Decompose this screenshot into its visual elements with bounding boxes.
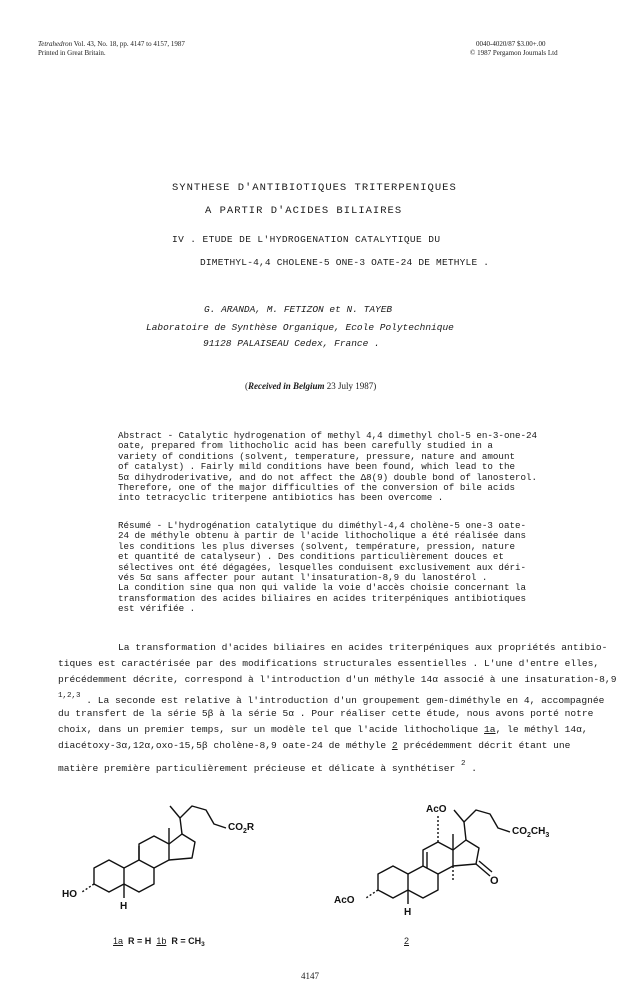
resume-line: transformation des acides biliaires en acides triterpéniques antibiotiques <box>118 592 526 604</box>
structure-1-drawing <box>60 784 270 934</box>
co2r-label: $CO_2R$ <box>228 822 255 835</box>
aco-label: AcO <box>334 895 355 906</box>
structure-2-drawing <box>330 772 580 934</box>
co2ch3-label: $CO_2CH_3$ <box>512 826 550 839</box>
abstract <box>118 431 537 504</box>
received-date: (Received in Belgium 23 July 1987) <box>245 381 377 391</box>
ho-label: HO <box>62 889 77 900</box>
authors: G. ARANDA, M. FETIZON et N. TAYEB <box>204 304 393 315</box>
structure-1-caption: 1a R = H 1b $R = CH_3$ <box>113 936 205 948</box>
title-line-1: SYNTHESE D'ANTIBIOTIQUES TRITERPENIQUES <box>172 182 457 194</box>
copyright: © 1987 Pergamon Journals Ltd <box>470 49 558 57</box>
resume-line: 24 de méthyle obtenu à partir de l'acide lithocholique a été réalisée dans <box>118 530 526 542</box>
compound-ref-2: 2 <box>391 740 398 751</box>
resume-line: Résumé - L'hydrogénation catalytique du diméthyl-4,4 cholène-5 one-3 oate- <box>118 520 526 531</box>
title-line-4: DIMETHYL-4,4 CHOLENE-5 ONE-3 OATE-24 DE METHYLE . <box>200 257 490 268</box>
page-number: 4147 <box>301 971 319 981</box>
h-label-1: H <box>120 901 128 912</box>
abstract-line: Therefore, one of the major difficulties of the conversion of bile acids <box>118 482 515 494</box>
abstract-line: into tetracyclic triterpene antibiotics has been overcome . <box>118 492 444 504</box>
affiliation: Laboratoire de Synthèse Organique, Ecole Polytechnique <box>146 322 454 333</box>
resume-line: vés 5α sans affecter pour autant l'insaturation-8,9 du lanostérol . <box>118 572 488 584</box>
affiliation-city: 91128 PALAISEAU Cedex, France . <box>203 338 380 349</box>
title-line-3: IV . ETUDE DE L'HYDROGENATION CATALYTIQUE DU <box>172 234 441 245</box>
body-line-2: tiques est caractérisée par des modifications structurales essentielles . L'une d'entre elles, <box>58 658 600 669</box>
body-line-3: précédemment décrite, correspond à l'introduction d'un méthyle 14α associé à une insaturation-8,9 <box>58 674 617 685</box>
abstract-line: variety of conditions (solvent, temperature, pressure, nature and amount <box>118 450 515 462</box>
h-label-2: H <box>404 907 412 918</box>
resume-line: les conditions les plus diverses (solvent, température, pression, nature <box>118 540 515 552</box>
abstract-line: Abstract - Catalytic hydrogenation of methyl 4,4 dimethyl chol-5 en-3-one-24 <box>118 430 538 441</box>
article-code: 0040-4020/87 $3.00+.00 <box>476 40 546 48</box>
resume-line: La condition sine qua non qui valide la voie d'accès choisie concernant la <box>118 582 526 594</box>
resume <box>118 521 526 615</box>
abstract-line: oate, prepared from lithocholic acid has been carefully studied in a <box>118 440 493 452</box>
abstract-line: of catalyst) . Fairly mild conditions have been found, which lead to the <box>118 461 515 473</box>
compound-ref-1a: 1a <box>484 724 496 735</box>
body-line-6: choix, dans un premier temps, sur un modèle tel que l'acide lithocholique 1a, le méthyl 14α, <box>58 724 588 735</box>
body-line-5: du transfert de la série 5β à la série 5α . Pour réaliser cette étude, nous avons porté notre <box>58 708 594 719</box>
printed-in: Printed in Great Britain. <box>38 49 106 57</box>
journal-reference: Tetrahedron Vol. 43, No. 18, pp. 4147 to 4157, 1987 <box>38 40 185 48</box>
body-line-4: $^{1,2,3}$ . La seconde est relative à l'introduction d'un groupement gem-diméthyle en 4, accompagnée <box>58 692 605 706</box>
citation-superscript: 1,2,3 <box>58 692 81 700</box>
body-line-8: matière première particulièrement précieuse et délicate à synthétiser $^2$ . <box>58 760 478 774</box>
body-line-7: diacétoxy-3α,12α,oxo-15,5β cholène-8,9 oate-24 de méthyle 2 précédemment décrit étant une <box>58 740 571 751</box>
resume-line: sélectives ont été dégagées, lesquelles conduisent exclusivement aux déri- <box>118 561 526 573</box>
structure-2-caption: 2 <box>404 936 410 946</box>
abstract-line: 5α dihydroderivative, and do not affect the Δ8(9) double bond of lanosterol. <box>118 471 538 483</box>
ketone-o-label: O <box>490 875 499 887</box>
resume-line: et quantité de catalyseur) . Des conditions particulièrement douces et <box>118 551 504 563</box>
citation-superscript-2: 2 <box>461 760 466 768</box>
title-line-2: A PARTIR D'ACIDES BILIAIRES <box>205 205 403 217</box>
resume-line: est vérifiée . <box>118 603 196 615</box>
aco-top-label: AcO <box>426 804 447 815</box>
body-line-1: La transformation d'acides biliaires en acides triterpéniques aux propriétés antibio- <box>118 642 608 653</box>
